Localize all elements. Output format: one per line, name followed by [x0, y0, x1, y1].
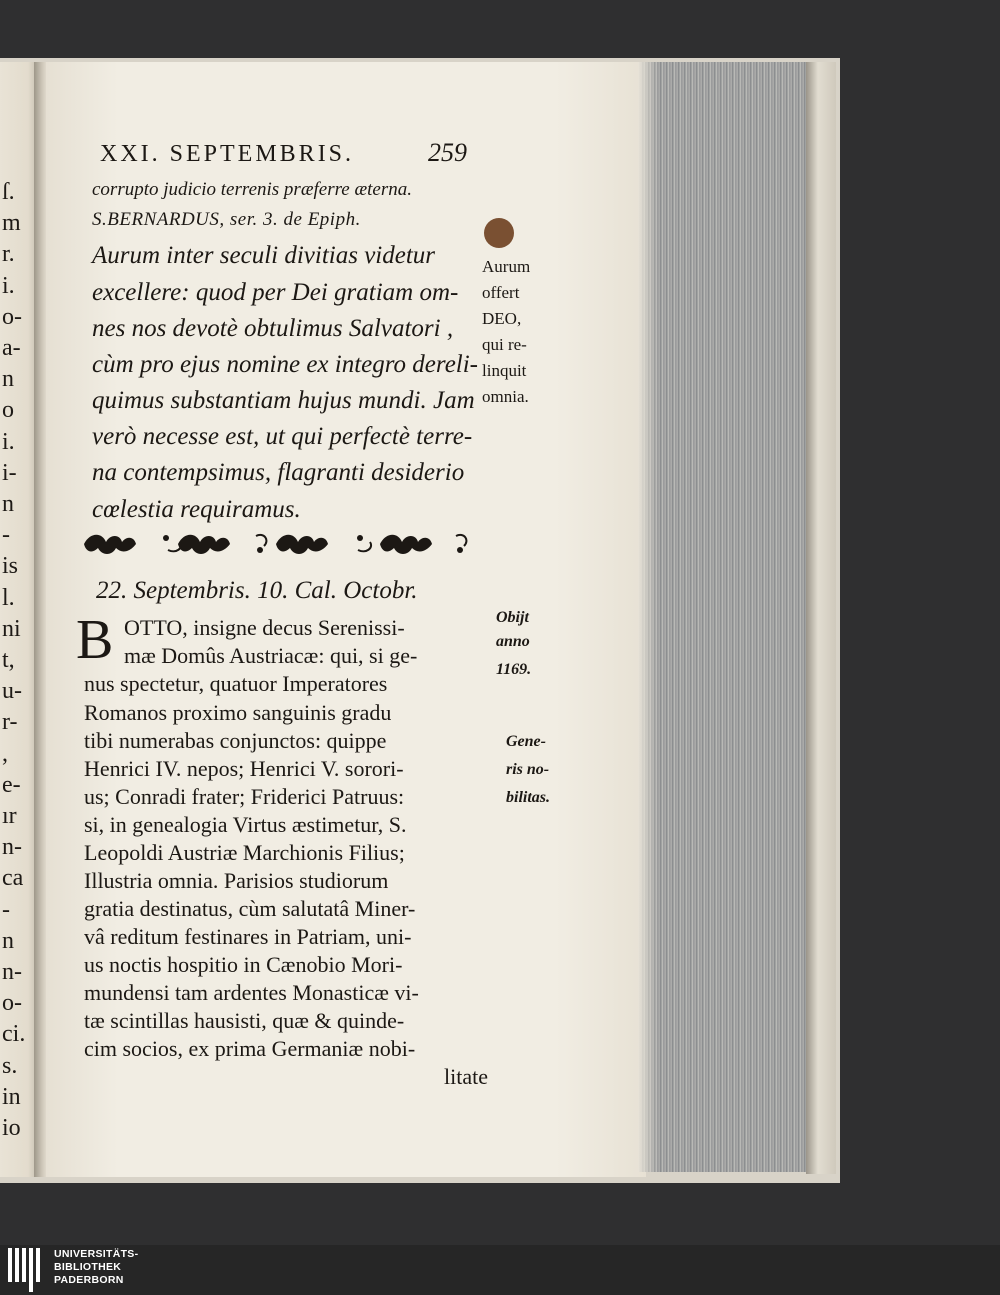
text-line: quimus substantiam hujus mundi. Jam [92, 387, 475, 414]
margin-note: bilitas. [506, 789, 551, 806]
text-line: Leopoldi Austriæ Marchionis Filius; [84, 840, 405, 865]
margin-note: Obijt [496, 609, 529, 626]
left-page-fragment: r. [2, 241, 15, 268]
left-page-fragment: io [2, 1115, 21, 1141]
page-number: 259 [428, 138, 467, 167]
left-page-fragment: ca [2, 865, 24, 892]
left-page-fragment: n- [2, 959, 22, 985]
left-page-fragment: ci. [2, 1021, 26, 1048]
left-page-fragment: n- [2, 834, 22, 861]
left-page-fragment: , [2, 740, 8, 767]
text-line: Henrici IV. nepos; Henrici V. sorori- [84, 756, 404, 781]
running-head: XXI. SEPTEMBRIS. [100, 141, 355, 167]
margin-note: Gene- [506, 733, 546, 750]
text-line: nus spectetur, quatuor Imperatores [84, 671, 388, 696]
text-line: cùm pro ejus nomine ex integro dereli- [92, 351, 479, 378]
page-edges [638, 62, 808, 1172]
left-page-fragment: e- [2, 771, 21, 798]
left-page-fragment: n [2, 366, 14, 393]
left-page-fragment: o [2, 397, 14, 424]
text-line: cim socios, ex prima Germaniæ nobi- [84, 1036, 416, 1061]
library-logo-icon [8, 1248, 48, 1292]
left-page-fragment: i. [2, 272, 15, 299]
text-line: Aurum inter seculi divitias videtur [92, 242, 436, 269]
text-line: Romanos proximo sanguinis gradu [84, 700, 392, 725]
section-heading: 22. Septembris. 10. Cal. Octobr. [96, 577, 418, 604]
left-page-fragment: - [2, 896, 10, 923]
ink-blot [484, 218, 514, 248]
left-page-fragment: u- [2, 678, 22, 705]
left-page-fragment: o- [2, 303, 22, 330]
ornament-band [80, 528, 492, 560]
text-line: OTTO, insigne decus Serenissi- [124, 615, 405, 640]
margin-note: linquit [482, 361, 527, 380]
left-page-fragment: l. [2, 584, 15, 611]
left-page-fragment: ſ. [2, 179, 15, 205]
margin-note: ris no- [506, 761, 550, 778]
margin-note: Aurum [482, 257, 531, 276]
logo-line: BIBLIOTHEK [54, 1261, 122, 1273]
text-line: si, in genealogia Virtus æstimetur, S. [84, 812, 407, 837]
book-cover-edge [806, 62, 836, 1174]
margin-note: 1169. [496, 661, 532, 678]
text-line: na contempsimus, flagranti desiderio [92, 459, 465, 486]
margin-note: anno [496, 633, 530, 650]
text-line: mundensi tam ardentes Monasticæ vi- [84, 980, 419, 1005]
logo-line: PADERBORN [54, 1274, 124, 1286]
text-line: tibi numerabas conjunctos: quippe [84, 728, 387, 753]
text-line: vâ reditum festinares in Patriam, uni- [84, 924, 412, 949]
margin-note: qui re- [482, 335, 527, 354]
left-page-fragment: t, [2, 647, 15, 673]
left-page-fragment: i. [2, 428, 15, 455]
left-page-fragment: n [2, 491, 14, 517]
left-page-fragment: i- [2, 459, 17, 486]
left-page-fragment: a- [2, 335, 21, 361]
text-line: cœlestia requiramus. [92, 496, 301, 523]
left-page-fragment: in [2, 1083, 21, 1110]
left-page-fragment: - [2, 522, 10, 549]
left-page-fragment: n [2, 927, 14, 954]
text-line: us; Conradi frater; Friderici Patruus: [84, 784, 405, 809]
text-line: gratia destinatus, cùm salutatâ Miner- [84, 896, 416, 921]
margin-note: DEO, [482, 309, 522, 328]
text-line: S.BERNARDUS, ser. 3. de Epiph. [92, 209, 361, 230]
text-line: mæ Domûs Austriacæ: qui, si ge- [124, 643, 418, 668]
catchword: litate [444, 1064, 488, 1089]
left-page-fragment: ır [2, 803, 17, 829]
left-page-fragment: o- [2, 990, 22, 1017]
text-line: us noctis hospitio in Cænobio Mori- [84, 952, 403, 977]
logo-line: UNIVERSITÄTS- [54, 1248, 139, 1260]
text-line: nes nos devotè obtulimus Salvatori , [92, 315, 454, 342]
drop-cap: B [76, 609, 114, 671]
footer-bar [0, 1245, 1000, 1295]
library-logo-text [54, 1248, 138, 1287]
left-page-fragment: ni [2, 615, 21, 642]
text-line: Illustria omnia. Parisios studiorum [84, 868, 389, 893]
text-line: excellere: quod per Dei gratiam om- [92, 279, 459, 306]
margin-note: offert [482, 283, 520, 302]
margin-note: omnia. [482, 387, 529, 406]
text-line: corrupto judicio terrenis præferre æterna. [92, 179, 412, 200]
left-page-fragment: r- [2, 709, 18, 736]
left-page-fragment: s. [2, 1052, 18, 1079]
left-page-fragment: m [2, 210, 21, 237]
text-line: tæ scintillas hausisti, quæ & quinde- [84, 1008, 405, 1033]
text-line: verò necesse est, ut qui perfectè terre- [92, 423, 473, 450]
left-page-fragment: is [2, 553, 19, 580]
